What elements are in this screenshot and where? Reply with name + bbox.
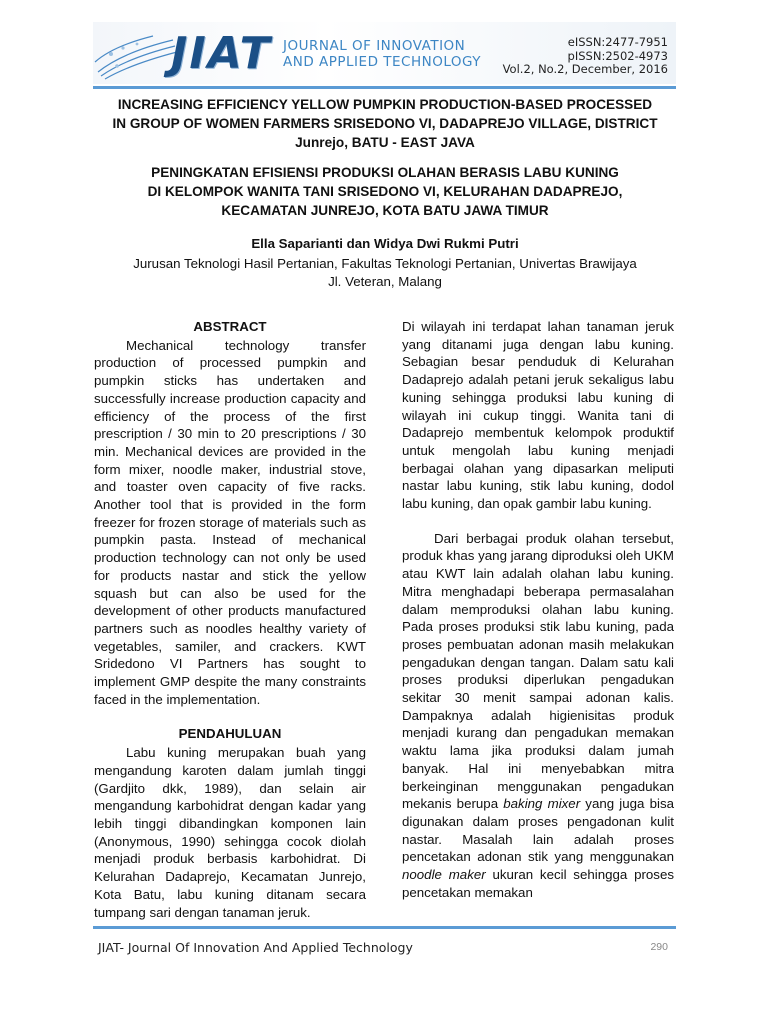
journal-logo-text: JIAT <box>171 28 272 79</box>
journal-logo-icon <box>93 32 183 80</box>
page-number: 290 <box>650 941 668 953</box>
affiliation <box>80 255 690 291</box>
pendahuluan-heading: PENDAHULUAN <box>178 726 282 742</box>
journal-name-line2: AND APPLIED TECHNOLOGY <box>283 54 482 70</box>
pendahuluan-text: Labu kuning merupakan buah yang mengandung karoten dalam jumlah tinggi (Gardjito dkk, 1989), dan selain air mengandung karbohidrat dengan kadar yang lebih tinggi dibandingkan komponen lain (Anonymous, 1990) sehingga cocok diolah menjadi produk berbasis karbohidrat. Di Kelurahan Dadaprejo, Kecamatan Junrejo, Kota Batu, labu kuning ditanam secara tumpang sari dengan tanaman jeruk. <box>94 745 366 920</box>
abstract-heading: ABSTRACT <box>193 319 267 334</box>
paragraph-2-text-a: Dari berbagai produk olahan tersebut, produk khas yang jarang diproduksi oleh UKM atau KWT lain adalah olahan labu kuning. Mitra menghadapi beberapa permasalahan dalam memproduksi olahan labu kuning. Pada proses produksi stik labu kuning, pada proses pembuatan adonan masih melakukan pengadukan dengan tangan. Dalam satu kali proses produksi diperlukan pengadukan sekitar 30 menit sampai adonan kalis. Dampaknya adalah higienisitas produk menjadi kurang dan pengadukan memakan waktu lama jika produksi dalam jumah banyak. Hal ini menyebabkan mitra berkeinginan menggunakan pengadukan mekanis berupa <box>402 530 675 812</box>
pissn: pISSN:2502-4973 <box>567 48 668 63</box>
paragraph-2-text-c: ukuran kecil sehingga proses pencetakan memakan <box>402 867 674 900</box>
abstract-text: Mechanical technology transfer production of processed pumpkin and pumpkin sticks has undertaken and successfully increase production capacity and efficiency of the process of the first prescription / 30 min to 20 prescriptions / 30 min. Mechanical devices are provided in the form mixer, noodle maker, industrial stove, and toaster oven capacity of five racks. Another tool that is provided in the form freezer for frozen storage of materials such as pumpkin pasta. Instead of mechanical production technology can not only be used for products nastar and stick the yellow squash but can also be used for the development of other products manufactured partners such as noodles healthy variety of vegetables, samiler, and crackers. KWT Sridedono VI Partners has sought to implement GMP despite the many constraints faced in the implementation. <box>94 337 366 707</box>
footer-journal-name: JIAT- Journal Of Innovation And Applied Technology <box>98 940 413 955</box>
journal-name <box>283 38 481 70</box>
baking-mixer-term: baking mixer <box>503 796 581 812</box>
noodle-maker-term: noodle maker <box>402 867 486 883</box>
issn-block <box>503 36 668 77</box>
eissn: eISSN:2477-7951 <box>567 35 668 49</box>
journal-header <box>93 22 676 84</box>
title-en-line: INCREASING EFFICIENCY YELLOW PUMPKIN PRODUCTION-BASED PROCESSED <box>117 97 653 112</box>
title-id-line: DI KELOMPOK WANITA TANI SRISEDONO VI, KELURAHAN DADAPREJO, <box>147 184 623 199</box>
right-paragraph-1: Di wilayah ini terdapat lahan tanaman jeruk yang ditanami juga dengan labu kuning. Sebagian besar penduduk di Kelurahan Dadaprejo adalah petani jeruk sekaligus labu kuning sehingga produksi labu kuning di wilayah ini cukup tinggi. Wanita tani di Dadaprejo membentuk kelompok produktif untuk mengolah labu kuning menjadi berbagai olahan yang dipasarkan meliputi nastar labu kuning, stik labu kuning, dodol labu kuning, dan opak gambir labu kuning. <box>402 319 674 512</box>
authors: Ella Saparianti dan Widya Dwi Rukmi Putri <box>251 236 519 251</box>
affiliation-line: Jl. Veteran, Malang <box>328 274 442 289</box>
left-column <box>94 318 366 921</box>
right-column <box>402 318 674 902</box>
title-id-line: KECAMATAN JUNREJO, KOTA BATU JAWA TIMUR <box>221 203 549 218</box>
right-paragraph-2 <box>402 530 674 902</box>
journal-name-line1: JOURNAL OF INNOVATION <box>283 38 466 54</box>
title-english <box>80 95 690 152</box>
footer-divider <box>93 926 676 929</box>
title-en-line: Junrejo, BATU - EAST JAVA <box>295 135 475 150</box>
title-indonesian <box>80 163 690 220</box>
volume-info: Vol.2, No.2, December, 2016 <box>502 62 668 76</box>
affiliation-line: Jurusan Teknologi Hasil Pertanian, Fakultas Teknologi Pertanian, Univertas Brawijaya <box>133 256 637 271</box>
title-id-line: PENINGKATAN EFISIENSI PRODUKSI OLAHAN BERASIS LABU KUNING <box>151 165 619 180</box>
title-en-line: IN GROUP OF WOMEN FARMERS SRISEDONO VI, DADAPREJO VILLAGE, DISTRICT <box>112 116 658 131</box>
header-divider <box>93 86 676 89</box>
paragraph-2-text-b: yang juga bisa digunakan dalam proses pengadonan kulit nastar. Masalah lain adalah proses pencetakan adonan stik yang menggunakan <box>402 796 674 865</box>
